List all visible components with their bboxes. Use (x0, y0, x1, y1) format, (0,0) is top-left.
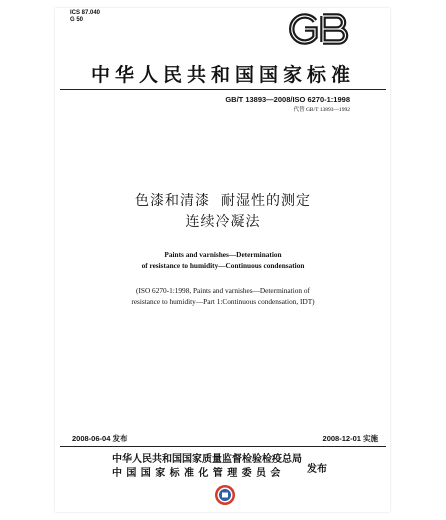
chinese-title-line2: 连续冷凝法 (185, 214, 261, 230)
top-divider (60, 89, 386, 90)
standard-number: GB/T 13893—2008/ISO 6270-1:1998 (225, 95, 350, 104)
issuer-aqsiq: 中华人民共和国国家质量监督检验检疫总局 (112, 454, 302, 465)
iso-reference-line1: (ISO 6270-1:1998, Paints and varnishes—Determination of (136, 286, 310, 295)
standard-title: 中华人民共和国国家标准 (90, 64, 355, 86)
iso-reference-line2: resistance to humidity—Part 1:Continuous condensation, IDT) (131, 297, 315, 306)
anti-counterfeit-seal-icon (214, 484, 236, 506)
classification-codes (70, 10, 100, 24)
issuer-sac: 中国国家标准化管理委员会 (112, 468, 285, 479)
english-title-line1: Paints and varnishes—Determination (164, 250, 282, 259)
replaces-note: 代替 GB/T 13893—1992 (293, 107, 350, 113)
issuing-organizations (112, 453, 302, 481)
ics-code: ICS 87.040 (70, 10, 101, 16)
publish-label: 发布 (307, 464, 327, 475)
issue-date: 2008-06-04 发布 (72, 434, 128, 443)
english-title-line2: of resistance to humidity—Continuous condensation (141, 261, 305, 270)
implementation-date: 2008-12-01 实施 (322, 434, 378, 443)
chinese-title-line1: 色漆和清漆 耐湿性的测定 (135, 193, 311, 209)
bottom-divider (60, 446, 386, 447)
iso-reference (60, 285, 386, 307)
gb-logo-icon (285, 12, 353, 46)
english-title (60, 249, 386, 271)
ccs-code: G 50 (70, 17, 84, 23)
